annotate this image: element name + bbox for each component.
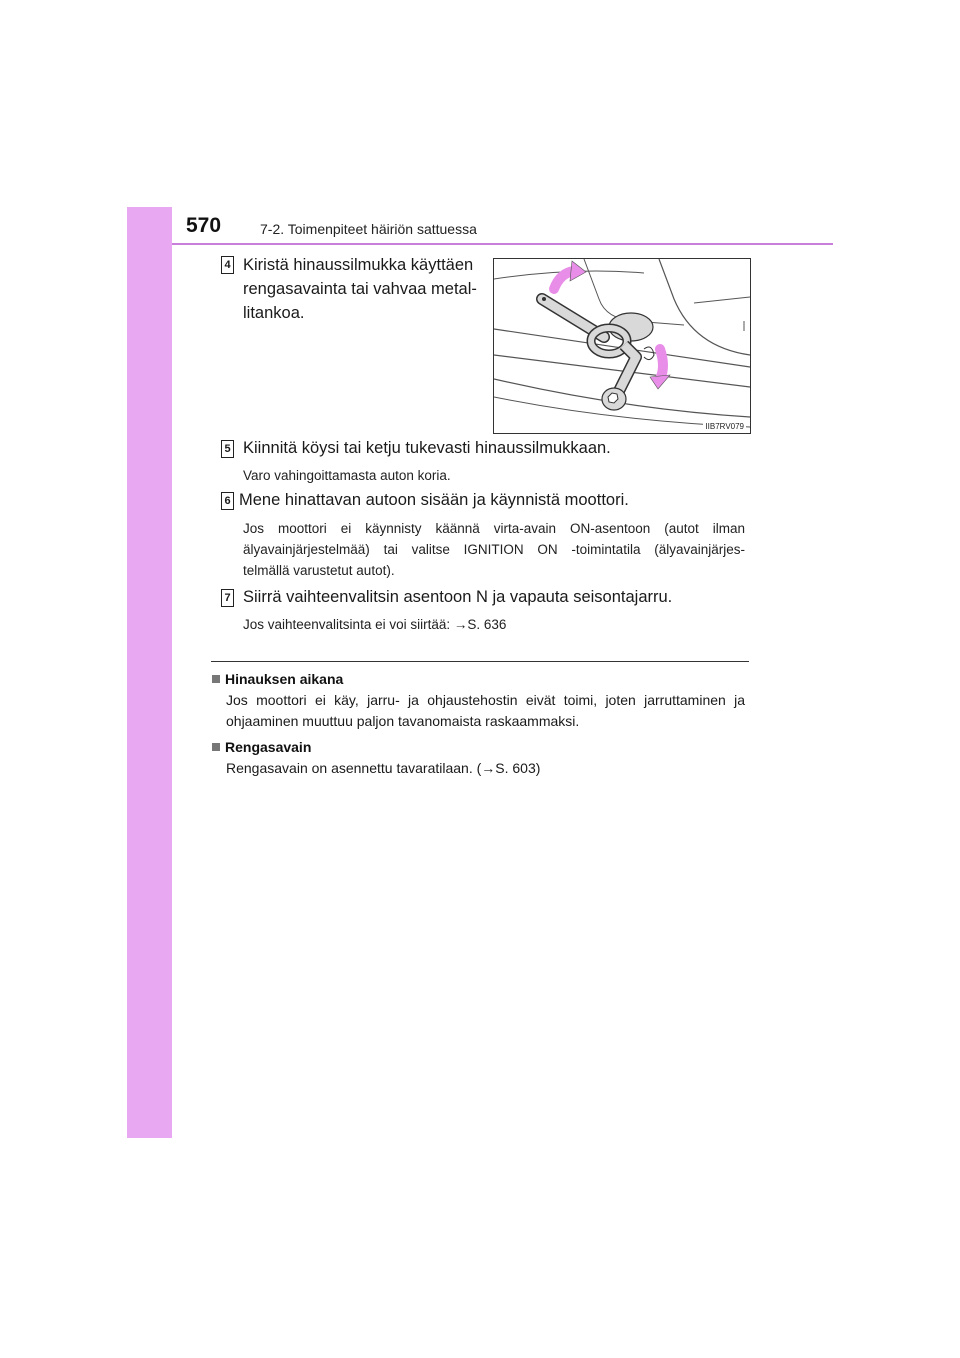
info-heading-wrench [212, 739, 311, 755]
info-line: Rengasavain on asennettu tavaratilaan. (→S. 603) [226, 760, 541, 776]
info-body-towing [226, 690, 745, 732]
step-number-6: 6 [221, 492, 234, 510]
step-6-note-line: telmällä varustetut autot). [243, 563, 395, 578]
step-5-note: Varo vahingoittamasta auton koria. [243, 468, 451, 483]
step-number-4: 4 [221, 256, 234, 274]
header-divider [172, 243, 833, 245]
step-4-line: Kiristä hinaussilmukka käyttäen [243, 256, 474, 274]
info-body-wrench [226, 758, 540, 779]
bullet-square-icon [212, 743, 220, 751]
step-6-text: Mene hinattavan autoon sisään ja käynnistä moottori. [239, 491, 629, 509]
step-4-line: litankoa. [243, 304, 305, 322]
step-6-note-line: Jos moottori ei käynnisty käännä virta-avain ON-asentoon (autot ilman [243, 521, 745, 536]
step-4-line: rengasavainta tai vahvaa metal- [243, 280, 477, 298]
step-7-note: Jos vaihteenvalitsinta ei voi siirtää: →S. 636 [243, 617, 507, 632]
illustration-code: IIB7RV079 [705, 422, 744, 431]
section-title: 7-2. Toimenpiteet häiriön sattuessa [260, 221, 477, 237]
page-number: 570 [186, 214, 222, 237]
step-6-note-line: älyavainjärjestelmää) tai valitse IGNITION ON -toimintatila (älyavainjärjes- [243, 542, 745, 557]
info-heading-towing [212, 671, 343, 687]
step-5-text: Kiinnitä köysi tai ketju tukevasti hinaussilmukkaan. [243, 439, 611, 457]
chapter-sidebar-tab [127, 207, 172, 1138]
step-4-text [243, 253, 477, 325]
bullet-square-icon [212, 675, 220, 683]
step-7-text: Siirrä vaihteenvalitsin asentoon N ja vapauta seisontajarru. [243, 588, 673, 606]
info-line: Jos moottori ei käy, jarru- ja ohjaustehostin eivät toimi, joten jarruttaminen ja [226, 692, 745, 708]
tow-hook-illustration [493, 258, 751, 434]
info-line: ohjaaminen muuttuu paljon tavanomaista raskaammaksi. [226, 713, 580, 729]
step-number-5: 5 [221, 440, 234, 458]
info-heading-text: Hinauksen aikana [225, 671, 344, 687]
info-heading-text: Rengasavain [225, 739, 312, 755]
section-divider [211, 661, 749, 662]
tow-hook-wrench-drawing [494, 259, 750, 433]
step-6-note [243, 518, 745, 581]
step-number-7: 7 [221, 589, 234, 607]
